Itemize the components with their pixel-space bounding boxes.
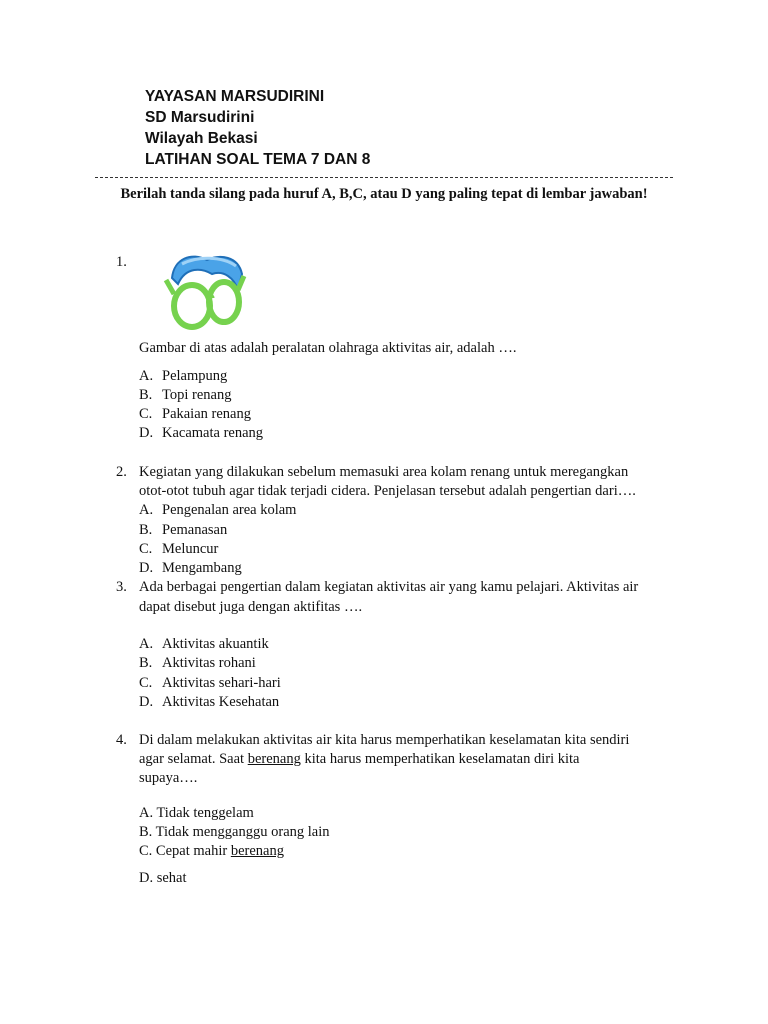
q4-option-b: B. Tidak mengganggu orang lain — [139, 824, 330, 840]
question-3-line-1: Ada berbagai pengertian dalam kegiatan aktivitas air yang kamu pelajari. Aktivitas air — [139, 579, 639, 595]
q3-option-d-letter: D. — [139, 694, 154, 710]
header-divider — [95, 177, 673, 178]
question-2-line-2: otot-otot tubuh agar tidak terjadi cidera. Penjelasan tersebut adalah pengertian dari…. — [139, 483, 636, 499]
q1-option-b-text: Topi renang — [162, 387, 232, 403]
q2-option-d-letter: D. — [139, 560, 154, 576]
q3-option-b-text: Aktivitas rohani — [162, 655, 256, 671]
question-4-line-1: Di dalam melakukan aktivitas air kita harus memperhatikan keselamatan kita sendiri — [139, 732, 630, 748]
question-4-number: 4. — [116, 732, 127, 748]
q3-option-c-text: Aktivitas sehari-hari — [162, 675, 281, 691]
question-2-line-1: Kegiatan yang dilakukan sebelum memasuki area kolam renang untuk meregangkan — [139, 464, 629, 480]
question-4-line-2-end: kita harus memperhatikan keselamatan diri kita — [300, 751, 580, 767]
q2-option-b-letter: B. — [139, 522, 153, 538]
school-name: SD Marsudirini — [145, 109, 255, 126]
school-foundation-name: YAYASAN MARSUDIRINI — [145, 88, 325, 105]
q2-option-a-letter: A. — [139, 502, 154, 518]
q4-option-c-start: C. Cepat mahir — [139, 843, 231, 859]
q2-option-c-text: Meluncur — [162, 541, 219, 557]
q4-option-d: D. sehat — [139, 870, 187, 886]
q1-option-d-letter: D. — [139, 425, 154, 441]
q4-option-c — [139, 842, 284, 861]
question-4-line-3: supaya…. — [139, 770, 198, 786]
question-2-number: 2. — [116, 464, 127, 480]
q1-option-c-text: Pakaian renang — [162, 406, 251, 422]
question-4-underlined-word: berenang — [247, 751, 301, 767]
swimming-goggles-image — [152, 250, 256, 332]
question-4-line-2 — [139, 750, 579, 769]
q1-option-a-letter: A. — [139, 368, 154, 384]
q3-option-c-letter: C. — [139, 675, 153, 691]
q1-option-c-letter: C. — [139, 406, 153, 422]
question-4-line-2-start: agar selamat. Saat — [139, 751, 248, 767]
q2-option-c-letter: C. — [139, 541, 153, 557]
q1-option-b-letter: B. — [139, 387, 153, 403]
instruction-text: Berilah tanda silang pada huruf A, B,C, atau D yang paling tepat di lembar jawaban! — [120, 186, 648, 202]
q3-option-b-letter: B. — [139, 655, 153, 671]
q3-option-d-text: Aktivitas Kesehatan — [162, 694, 280, 710]
q1-option-d-text: Kacamata renang — [162, 425, 264, 441]
question-3-line-2: dapat disebut juga dengan aktifitas …. — [139, 599, 363, 615]
exercise-title: LATIHAN SOAL TEMA 7 DAN 8 — [145, 151, 371, 168]
q3-option-a-text: Aktivitas akuantik — [162, 636, 269, 652]
question-3-number: 3. — [116, 579, 127, 595]
q1-option-a-text: Pelampung — [162, 368, 228, 384]
question-1-number: 1. — [116, 254, 127, 270]
question-1-text: Gambar di atas adalah peralatan olahraga aktivitas air, adalah …. — [139, 340, 517, 356]
school-region: Wilayah Bekasi — [145, 130, 258, 147]
q4-option-a: A. Tidak tenggelam — [139, 805, 254, 821]
q2-option-d-text: Mengambang — [162, 560, 242, 576]
q3-option-a-letter: A. — [139, 636, 154, 652]
q2-option-b-text: Pemanasan — [162, 522, 228, 538]
q4-option-c-underlined-word: berenang — [230, 843, 284, 859]
q2-option-a-text: Pengenalan area kolam — [162, 502, 297, 518]
